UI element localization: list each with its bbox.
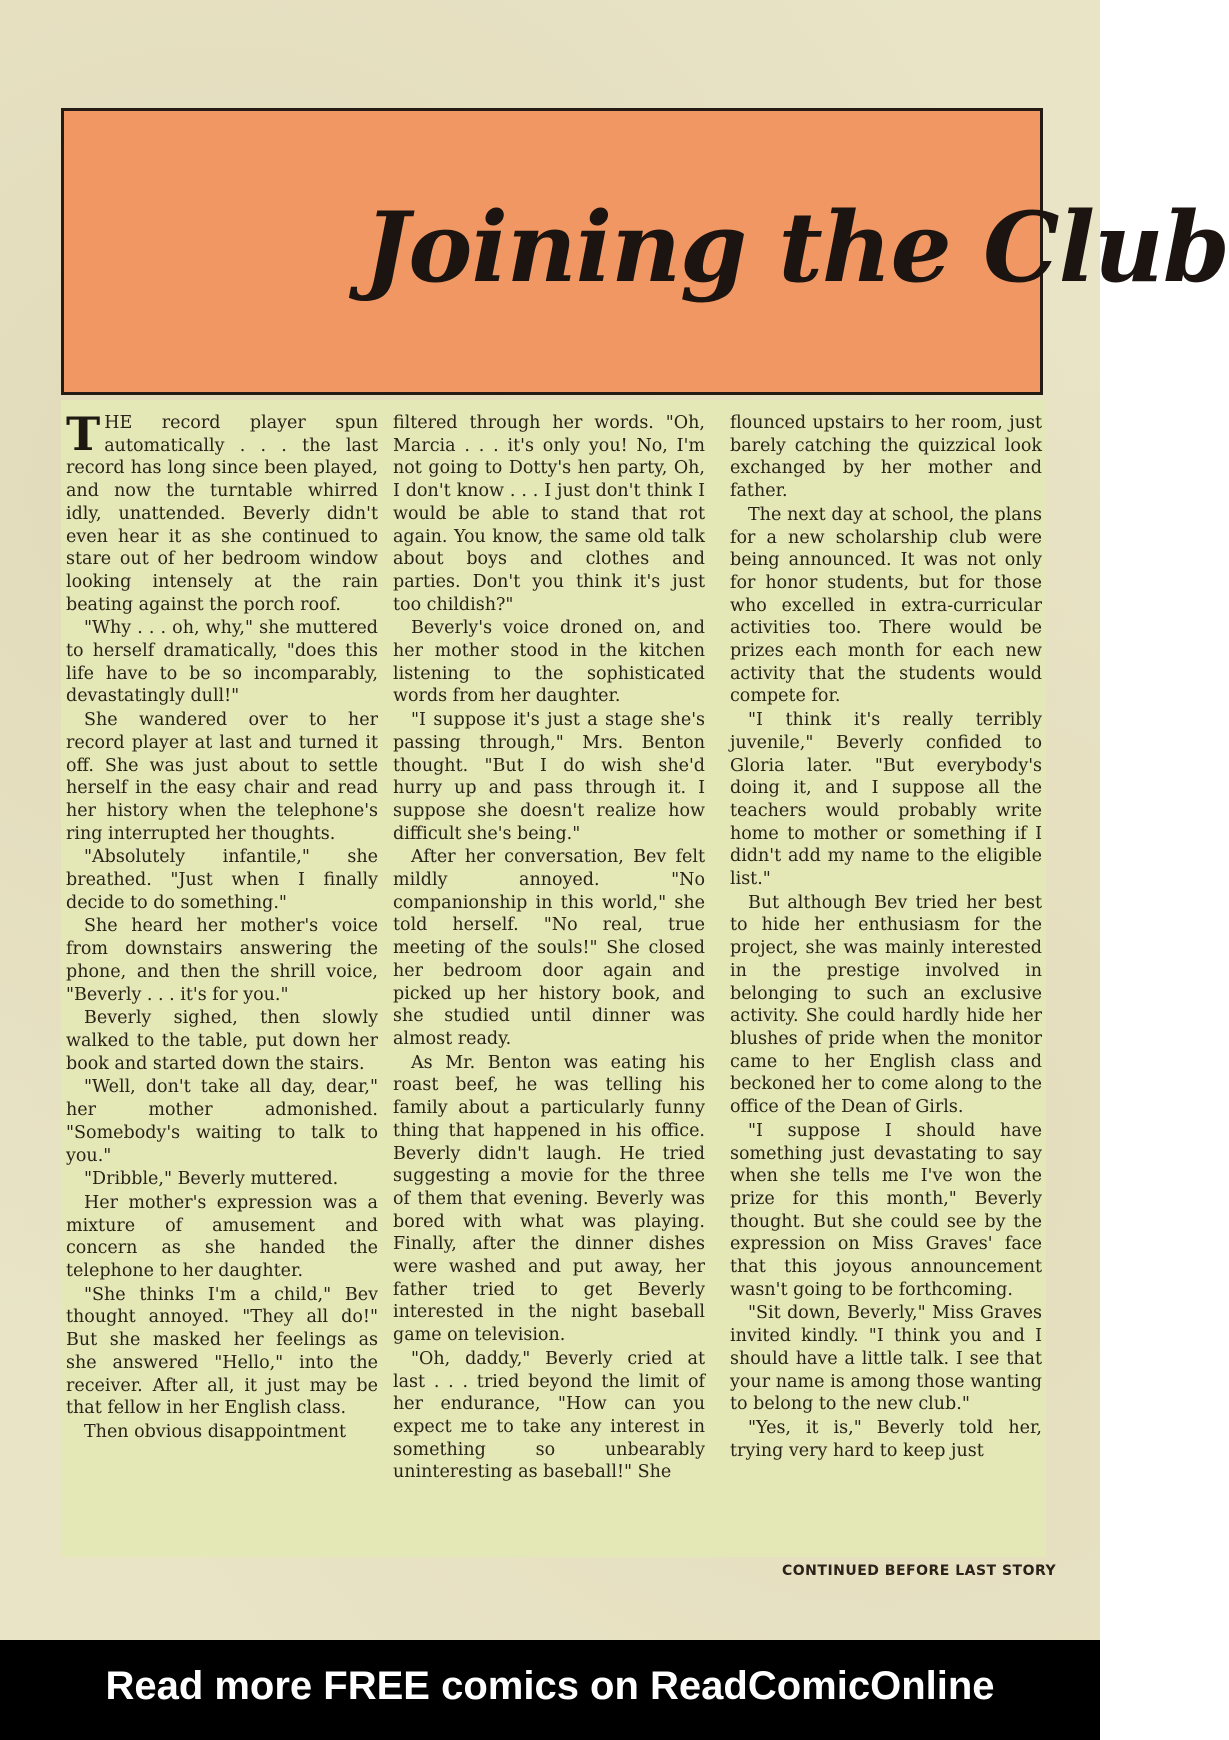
paragraph: filtered through her words. "Oh, Marcia . . . it's only you! No, I'm not going to Dotty's hen party, Oh, I don't know . . . I just don't think I would be able to stand that rot again. You know, the same old talk about boys and clothes and parties. Don't you think it's just too childish?" <box>393 413 705 615</box>
footer-link-text[interactable]: Read more FREE comics on ReadComicOnline <box>105 1664 995 1708</box>
paragraph: But although Bev tried her best to hide her enthusiasm for the project, she was mainly interested in the prestige involved in belonging to such an exclusive activity. She could hardly hide her blushes of pride when the monitor came to her English class and beckoned her to come along to the office of the Dean of Girls. <box>730 892 1042 1118</box>
paragraph: She wandered over to her record player at last and turned it off. She was just about to settle herself in the easy chair and read her history when the telephone's ring interrupted her thoughts. <box>66 710 378 844</box>
drop-cap: T <box>66 407 101 461</box>
paragraph: Her mother's expression was a mixture of amusement and concern as she handed the telephone to her daughter. <box>66 1192 378 1282</box>
paragraph: Beverly's voice droned on, and her mother stood in the kitchen listening to the sophisticated words from her daughter. <box>393 618 705 707</box>
paragraph: THE record player spun automatically . . . the last record has long since been played, and now the turntable whirred idly, unattended. Beverly didn't even hear it as she continued to stare out of her bedroom window looking intensely at the rain beating against the porch roof. <box>66 407 378 615</box>
paragraph: "Why . . . oh, why," she muttered to herself dramatically, "does this life have to be so incomparably, devastatingly dull!" <box>66 618 378 707</box>
paragraph: The next day at school, the plans for a new scholarship club were being announced. It was not only for honor students, but for those who excelled in extra-curricular activities too. There would be prizes each month for each new activity that the students would compete for. <box>730 504 1042 707</box>
paragraph: Then obvious disappointment <box>84 1421 347 1442</box>
text-column-3 <box>730 412 1042 1557</box>
paragraph: "Oh, daddy," Beverly cried at last . . . tried beyond the limit of her endurance, "How can you expect me to take any interest in something so unbearably uninteresting as baseball!" She <box>393 1348 705 1483</box>
paragraph: After her conversation, Bev felt mildly annoyed. "No companionship in this world," she told herself. "No real, true meeting of the souls!" She closed her bedroom door again and picked up her history book, and she studied until dinner was almost ready. <box>393 847 705 1049</box>
paragraph: "She thinks I'm a child," Bev thought annoyed. "They all do!" But she masked her feelings as she answered "Hello," into the receiver. After all, it just may be that fellow in her English class. <box>66 1284 378 1419</box>
text-column-1 <box>66 407 378 1557</box>
paragraph: "I suppose I should have something just devastating to say when she tells me I've won the prize for this month," Beverly thought. But she could see by the expression on Miss Graves' face that this joyous announcement wasn't going to be forthcoming. <box>730 1120 1042 1300</box>
paragraph: "I think it's really terribly juvenile," Beverly confided to Gloria later. "But everybody's doing it, and I suppose all the teachers would probably write home to mother or something if I didn't add my name to the eligible list." <box>730 710 1042 890</box>
continued-note: CONTINUED BEFORE LAST STORY <box>782 1563 1057 1579</box>
paragraph: "Yes, it is," Beverly told her, trying very hard to keep just <box>730 1417 1042 1461</box>
story-title: Joining the Club <box>364 191 1229 304</box>
paragraph: She heard her mother's voice from downstairs answering the phone, and then the shrill voice, "Beverly . . . it's for you." <box>66 916 378 1005</box>
paragraph: "Well, don't take all day, dear," her mother admonished. "Somebody's waiting to talk to you." <box>66 1077 378 1166</box>
text-column-2 <box>393 412 705 1557</box>
paragraph: As Mr. Benton was eating his roast beef, he was telling his family about a particularly funny thing that happened in his office. Beverly didn't laugh. He tried suggesting a movie for the three of them that evening. Beverly was bored with what was playing. Finally, after the dinner dishes were washed and put away, her father tried to get Beverly interested in the night baseball game on television. <box>393 1052 705 1346</box>
paragraph: "Dribble," Beverly muttered. <box>84 1169 339 1190</box>
title-panel <box>61 108 1229 395</box>
footer-banner[interactable] <box>0 1640 1100 1740</box>
paragraph: "I suppose it's just a stage she's passing through," Mrs. Benton thought. "But I do wish she'd hurry up and pass through it. I suppose she doesn't realize how difficult she's being." <box>393 710 705 844</box>
paragraph: "Sit down, Beverly," Miss Graves invited kindly. "I think you and I should have a little talk. I see that your name is among those wanting to belong to the new club." <box>730 1303 1042 1415</box>
paragraph: "Absolutely infantile," she breathed. "Just when I finally decide to do something." <box>66 847 378 913</box>
paragraph: Beverly sighed, then slowly walked to the table, put down her book and started down the stairs. <box>66 1008 378 1074</box>
paragraph: flounced upstairs to her room, just barely catching the quizzical look exchanged by her mother and father. <box>730 413 1042 502</box>
